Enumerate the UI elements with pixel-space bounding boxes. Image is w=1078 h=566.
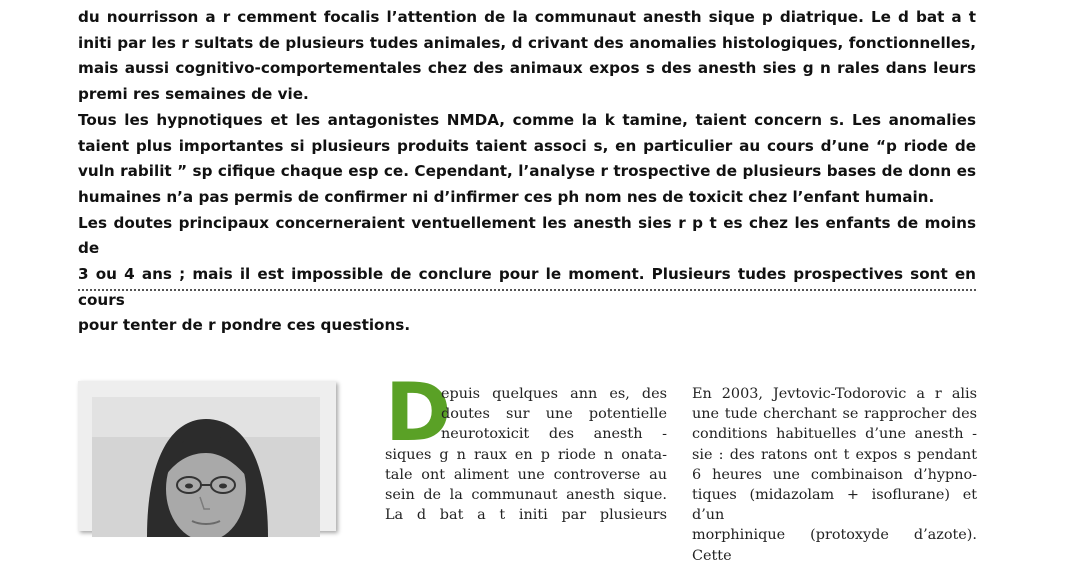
text-line: vuln rabilit ” sp cifique chaque esp ce. Cependant, l’analyse r trospective de plusieurs bases de donn es xyxy=(78,162,976,181)
text-line: doutes sur une potentielle xyxy=(441,406,667,423)
text-line: une tude cherchant se rapprocher des xyxy=(692,406,977,423)
dotted-divider xyxy=(78,289,976,291)
abstract-paragraph-1 xyxy=(78,5,976,108)
author-portrait-image xyxy=(92,397,320,537)
text-line: La d bat a t initi par plusieurs xyxy=(385,507,667,524)
abstract-paragraph-2 xyxy=(78,108,976,211)
text-line: du nourrisson a r cemment focalis l’attention de la communaut anesth sique p diatrique. Le d bat a t xyxy=(78,8,976,26)
text-line: humaines n’a pas permis de confirmer ni d’infirmer ces ph nom nes de toxicit chez l’enfant humain. xyxy=(78,187,935,206)
text-line: tiques (midazolam + isoflurane) et d’un xyxy=(692,487,977,524)
text-line: 3 ou 4 ans ; mais il est impossible de conclure pour le moment. Plusieurs tudes prospectives sont en cours xyxy=(78,265,976,309)
author-photo xyxy=(92,397,320,537)
article-column-2 xyxy=(692,384,977,566)
text-line: Les doutes principaux concerneraient ventuellement les anesth sies r p t es chez les enfants de moins de xyxy=(78,213,976,258)
article-column-1 xyxy=(385,384,667,525)
text-line: pour tenter de r pondre ces questions. xyxy=(78,316,411,335)
text-line: tale ont aliment une controverse au xyxy=(385,466,667,483)
drop-cap: D xyxy=(385,366,452,459)
text-line: sie : des ratons ont t expos s pendant xyxy=(692,446,977,463)
text-line: siques g n raux en p riode n onata- xyxy=(385,446,667,463)
text-line: En 2003, Jevtovic-Todorovic a r alis xyxy=(692,386,977,402)
text-line: sein de la communaut anesth sique. xyxy=(385,487,667,504)
text-line: conditions habituelles d’une anesth - xyxy=(692,426,977,443)
author-photo-frame xyxy=(78,381,336,531)
text-line: epuis quelques ann es, des xyxy=(441,386,667,402)
text-line: taient plus importantes si plusieurs produits taient associ s, en particulier au cours d’une “p riode de xyxy=(78,136,976,155)
text-line: Tous les hypnotiques et les antagonistes NMDA, comme la k tamine, taient concern s. Les anomalies xyxy=(78,110,976,129)
text-line: initi par les r sultats de plusieurs tudes animales, d crivant des anomalies histologiques, fonctionnelles, xyxy=(78,33,976,52)
text-line: 6 heures une combinaison d’hypno- xyxy=(692,466,977,483)
text-line: morphinique (protoxyde d’azote). Cette xyxy=(692,527,977,564)
abstract-paragraph-3 xyxy=(78,211,976,340)
text-line: mais aussi cognitivo-comportementales chez des animaux expos s des anesth sies g n rales dans leurs xyxy=(78,59,976,78)
text-line: premi res semaines de vie. xyxy=(78,85,309,104)
text-line: neurotoxicit des anesth - xyxy=(441,426,667,443)
